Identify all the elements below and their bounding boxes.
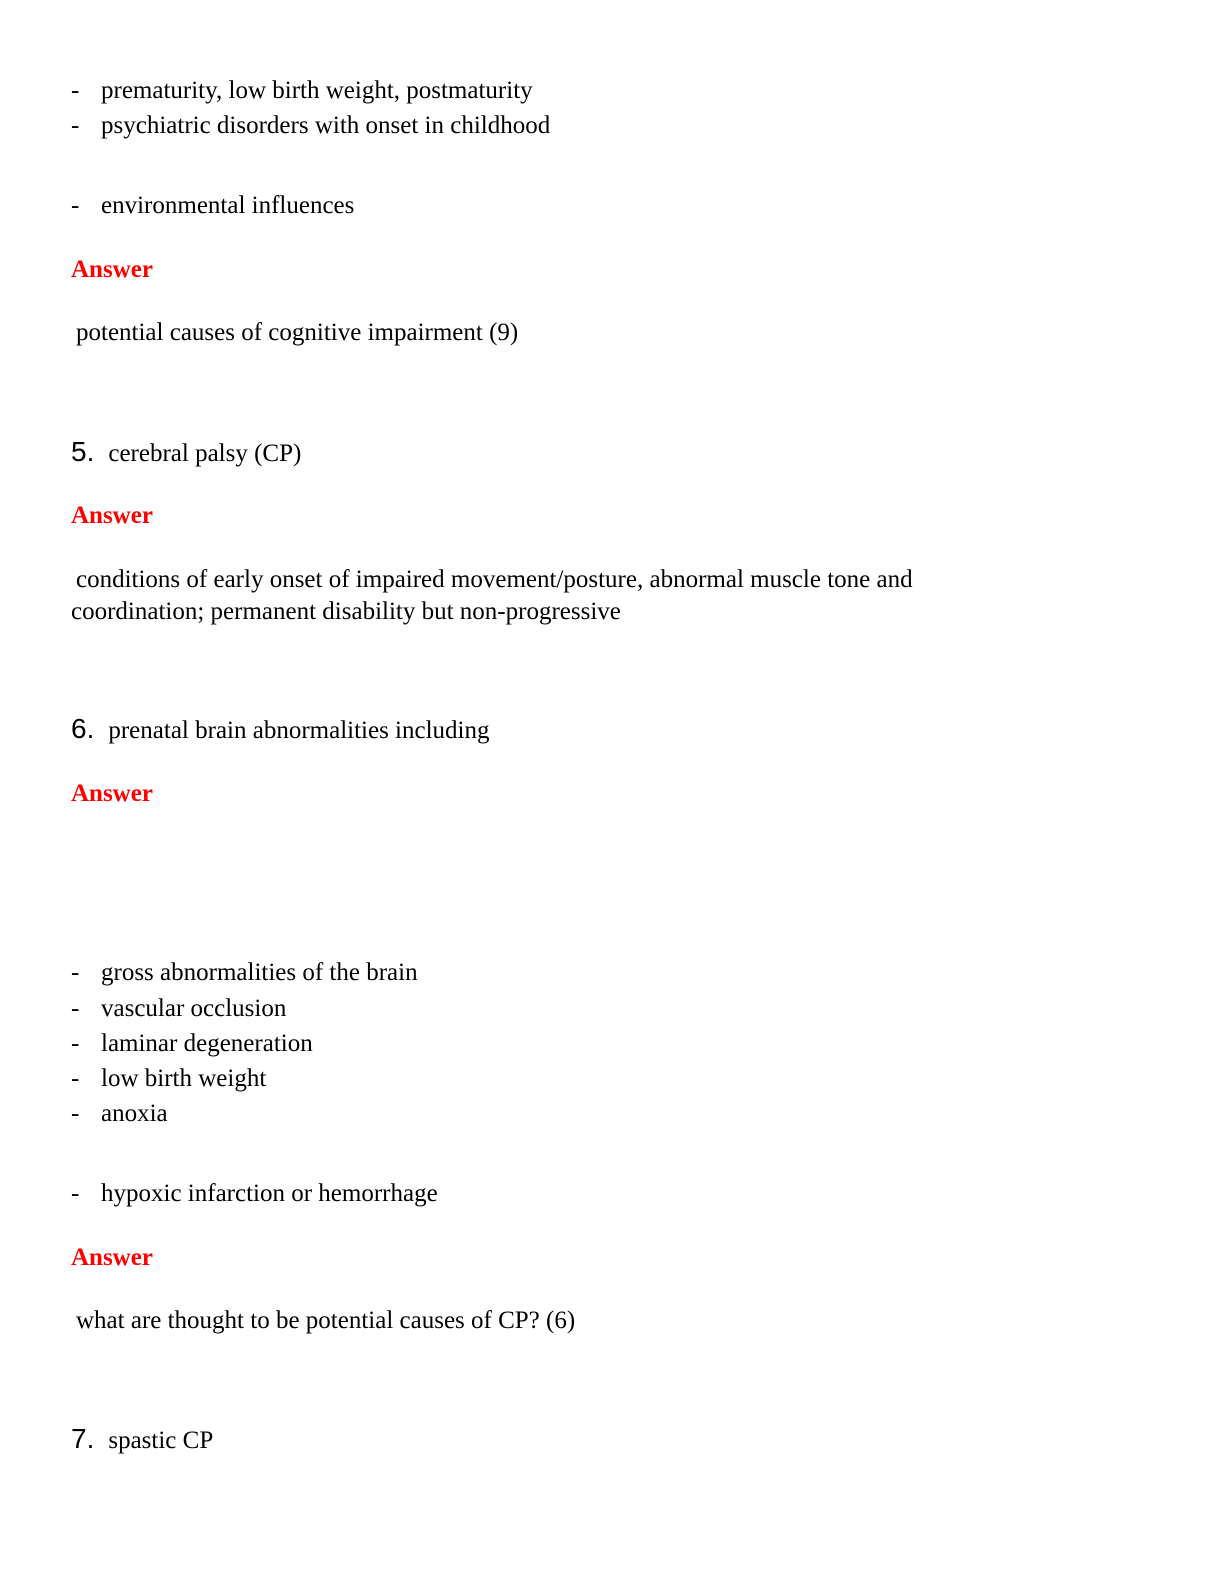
list-item-text: vascular occlusion: [101, 995, 287, 1022]
answer-label: Answer: [71, 256, 153, 283]
bullet-dash: -: [71, 1180, 80, 1207]
list-item-text: hypoxic infarction or hemorrhage: [101, 1180, 438, 1207]
question-5: [71, 436, 301, 469]
answer-text-line: coordination; permanent disability but non-progressive: [71, 598, 621, 625]
bullet-dash: -: [71, 192, 80, 219]
list-item-text: gross abnormalities of the brain: [101, 959, 418, 986]
bullet-dash: -: [71, 959, 80, 986]
list-item-text: environmental influences: [101, 192, 355, 219]
question-6: [71, 713, 490, 746]
list-item-text: laminar degeneration: [101, 1030, 313, 1057]
question-text: spastic CP: [108, 1427, 214, 1454]
question-number: 5.: [71, 436, 95, 467]
question-text: cerebral palsy (CP): [108, 440, 302, 467]
bullet-dash: -: [71, 1065, 80, 1092]
question-text: prenatal brain abnormalities including: [108, 717, 490, 744]
answer-text: what are thought to be potential causes of CP? (6): [76, 1307, 576, 1334]
list-item-text: prematurity, low birth weight, postmaturity: [101, 77, 533, 104]
answer-label: Answer: [71, 502, 153, 529]
bullet-dash: -: [71, 1100, 80, 1127]
bullet-dash: -: [71, 112, 80, 139]
answer-text-line: conditions of early onset of impaired movement/posture, abnormal muscle tone and: [76, 566, 913, 593]
list-item-text: anoxia: [101, 1100, 168, 1127]
bullet-dash: -: [71, 77, 80, 104]
list-item-text: low birth weight: [101, 1065, 267, 1092]
answer-label: Answer: [71, 780, 153, 807]
list-item-text: psychiatric disorders with onset in childhood: [101, 112, 551, 139]
answer-text: potential causes of cognitive impairment (9): [76, 319, 519, 346]
question-number: 6.: [71, 713, 95, 744]
bullet-dash: -: [71, 1030, 80, 1057]
bullet-dash: -: [71, 995, 80, 1022]
question-7: [71, 1423, 213, 1456]
question-number: 7.: [71, 1423, 95, 1454]
answer-label: Answer: [71, 1244, 153, 1271]
